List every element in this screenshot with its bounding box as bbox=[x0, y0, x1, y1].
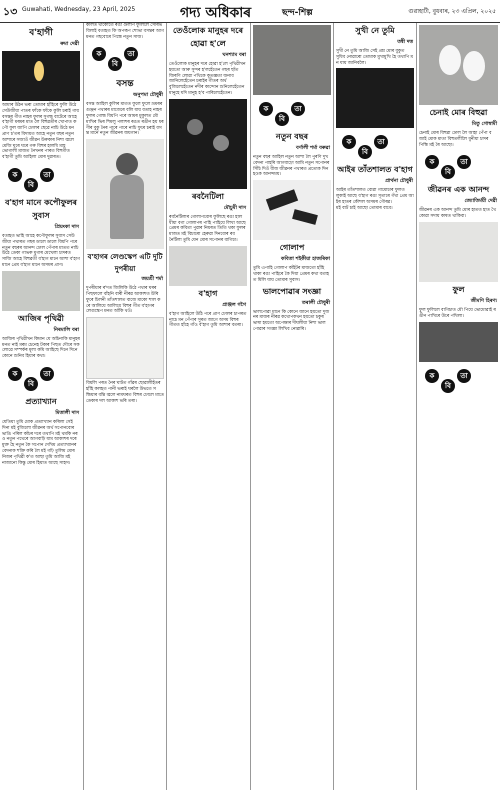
poem-title: আইৰ তাঁতশালত ব'হাগ bbox=[337, 165, 413, 175]
roses-image bbox=[169, 99, 247, 189]
bird-image bbox=[2, 271, 80, 311]
poem-title: চেনাই মোৰ বিহুৱা bbox=[429, 108, 488, 117]
poem-text: চেনাই মোৰ বিহুৱা ঢোল লৈ আহা পেঁপা বজাই মোক মাতা বিহুতলীলৈ ধুনীয়া চাদৰ পিন্ধি মই ৰৈ আছো। bbox=[419, 131, 492, 148]
poem-title: বসন্ত bbox=[116, 79, 134, 90]
kobita-badge: ক বি তা bbox=[334, 131, 416, 161]
poem-title: নতুন বছৰ bbox=[275, 132, 309, 141]
poem-text: ফুল ফুলিলে বাগিচাত মৌ পিয়ে ভোমোৱাই ৰঙীন পাখিৰে উৰে পখিলা। bbox=[419, 307, 496, 319]
poem-text: ব'হাগ আহিলে উঠি পৰে প্ৰাণ ঢোলৰ চাপৰত নাচে মন পেঁপাৰ সুৰত জাগে অসম বিহুৰ গীতত হাঁহে গাঁও ব'হাগ তুমি আশাৰ বতৰা। bbox=[169, 311, 247, 329]
poem-text: তেওঁলোক মানুহৰ দৰে হোৱা হ'লে পৃথিৱীখন হয়তো আৰু সুন্দৰ হ'লহেঁতেন গছৰ ছাঁত জিৰণি লোৱা পথিকে কৃতজ্ঞতা জনাব জানিলেহেঁতেন চৰাইৰ গীতৰ অৰ্থ বুজিলেহেঁতেন নদীৰ কান্দোন শুনিলেহেঁতেন মানুহে যদি মানুহ হ'ব পাৰিলেহেঁতেন। bbox=[169, 62, 246, 96]
column-1 bbox=[0, 23, 82, 790]
birds-silhouette-image bbox=[253, 180, 331, 240]
column-2 bbox=[84, 23, 166, 790]
poem-author: জয়শ্ৰী শৰ্মা bbox=[141, 276, 163, 283]
poem-author: তন্বী দত্ত bbox=[397, 39, 413, 45]
girl-sketch-image bbox=[86, 139, 164, 249]
poem-title: ৰবনৈটিলা bbox=[191, 191, 225, 201]
poem-text: কলিত থাকোঁতে ৰঙা গুলাপ ফুলিলে সৌৰভ বিলাই বতাহত কি অপৰূপ শোভা বসন্তৰ আগমনত গছবোৰে পিন্ধে নতুন সাজ। bbox=[86, 23, 164, 40]
poem-author: কবিতা শইকীয়া হাজৰিকা bbox=[280, 256, 330, 263]
hands-image bbox=[169, 246, 247, 286]
poem-author: ঘনশ্যাম বৰা bbox=[222, 52, 246, 58]
poem-author: জ্যোতিৰ্ময়ী দেৱী bbox=[464, 198, 497, 205]
poem-author: প্ৰাঞ্জল গগৈ bbox=[222, 301, 246, 308]
kobita-badge: ক বি তা bbox=[0, 363, 82, 393]
poem-text: আমাৰ উঠন ভৰা তোমাৰ হাঁহিৰে ফুলি উঠে সেউজীয়া পাতৰ ফাঁকে ফাঁকে কুলি চৰাই গায় বসন্তৰ গীত নাহৰ ফুলৰ সুগন্ধ বাটেৰে আহে ব'হাগী মৰমৰ মাত লৈ বিহুৱতীৰ খোপাত কপৌ ফুল জাপি ঢোলৰ ছেৱে নাচি উঠে মন প্ৰাণ চ'তৰ বিদায়ত আহে নতুন বছৰ নতুন আশাৰে সজাওঁ জীৱন উৰুকাৰ নিশা জ্বলে মেজি ঘৰে ঘৰে গৰু বিহুৰ হালধি মাহ ভোগালী মাজত নৈখনৰ পাৰত বিহুগীত ব'হাগী তুমি আহিলা মোৰ দুৱাৰত। bbox=[2, 103, 79, 161]
poem-author: প্ৰিয়ংকা দাস bbox=[54, 223, 79, 230]
poem-title: ভালপোৱাৰ সংজ্ঞা bbox=[262, 286, 322, 296]
kobita-badge: ক বি তা bbox=[84, 43, 166, 73]
poem-author: মিতালী দাস bbox=[55, 409, 79, 416]
kobita-badge: ক বি তা bbox=[0, 164, 82, 194]
candle-image bbox=[2, 51, 80, 101]
poem-text: ৰবনৈটিলাৰ গোলাপবোৰ ফুলিছে ৰঙা হালধীয়া বগা গোলাপৰ পাহি পাহিয়ে লিখা আছে প্ৰেমৰ কবিতা পুৱাৰ নিয়ৰত তিতি থকা ফুলৰ মাজত মই বিচাৰো হেৰুৱা দিনবোৰ ৰবনৈটিলা তুমি যেন মোৰ সপোনৰ বাগিচা। bbox=[169, 214, 246, 243]
poem-text: দুপৰীয়াৰ ৰ'দত জিলিকি উঠে পথাৰ ঘৰৰ পিছফালে বাঁহনি বাৰী নীৰৱ আকাশত উৰি ফুৰে চিলনী তাঁতশালত বাজে মাকো শাল কৰে আলিয়ে আলিয়ে বিহুৰ গীত ব'হাগৰ লেণ্ডস্কেপ মনত আঁকি থওঁ। bbox=[86, 286, 161, 315]
umbrella-sketch-image bbox=[86, 317, 164, 379]
poem-text: বতাহত ভাহি আহে কপৌফুলৰ সুবাস সেউজীয়া পথাৰত গছৰ ডালে ডালে বিয়পি পৰে নতুন বছৰৰ আনন্দ ঢোল পেঁপাৰ মাতত নাচি উঠে ডেকা গাভৰু মুগাৰ মেখেলা চাদৰত সাজি আহে বিহুৱতী ব'হাগ মানে আশা ব'হাগ মানে প্ৰেম ব'হাগ মানে অসমৰ প্ৰাণ। bbox=[2, 233, 80, 268]
date-english: Guwahati, Wednesday, 23 April, 2025 bbox=[22, 6, 136, 13]
poem-title: ফুল bbox=[452, 284, 465, 294]
poem-title: ব'হাগ bbox=[198, 288, 218, 298]
column-6 bbox=[417, 23, 500, 790]
poem-text: সুখী নে তুমি আজি সেই প্ৰশ্ন মোৰ বুকুত সুধিব নোৱাৰো তোমাক মুখামুখি হৈ তথাপি মন যায় জানিবলৈ। bbox=[336, 49, 413, 66]
column-3 bbox=[167, 23, 249, 790]
date-assamese: গুৱাহাটী, বুধবাৰ, ২৩ এপ্ৰিল, ২০২৫ bbox=[408, 8, 496, 15]
poem-author: নিৰমালি বৰা bbox=[53, 326, 79, 333]
poem-text: বিয়লি পৰত নৈৰ ঘাটত গাঁৱৰ ছোৱালীহঁতৰ হাঁহি কলহত পানী ভৰাই ঘৰলৈ উভতে সন্ধিয়াৰ বন্তি জ্বলে নামঘৰত বিহুৰ ঢোলে মাতে ডেকাৰ দল আকাশ ভৰি তৰা। bbox=[86, 381, 164, 404]
doves-image bbox=[419, 25, 498, 105]
page-number: ১৩ bbox=[3, 5, 18, 18]
kobita-badge: ক বি তা bbox=[417, 365, 500, 395]
poem-author: বৰ্ণালী শৰ্মা বৰুৱা bbox=[295, 145, 330, 151]
poem-title: প্ৰত্যাখ্যান bbox=[25, 396, 57, 406]
poem-author: মৌচুমী দাস bbox=[223, 204, 246, 211]
poem-author: ৰুমা দেৱী bbox=[60, 41, 79, 47]
poem-title: জীৱনৰ এক আনন্দ bbox=[427, 185, 490, 195]
poem-title: ব'হাগৰ লেণ্ডস্কেপ এটি দুটি দুপৰীয়া bbox=[87, 253, 163, 274]
poem-author: মিতু গোস্বামী bbox=[471, 121, 497, 127]
poem-title: ব'হাগ মানে কপৌফুলৰ সুবাস bbox=[5, 197, 77, 220]
poem-text: যেতিয়া তুমি মোক প্ৰত্যাখ্যান কৰিলা সেই দিনা মই বুজিলো জীৱনৰ অৰ্থ সপোনবোৰ ভাঙি পৰিল কাঁচৰ দৰে তথাপি মই থমকি নৰও নতুন পথেৰে আগবাঢ়ি যাম আকাশৰ দৰে মুক্ত হৈ নতুন কৈ সপোন দেখিম প্ৰত্যাখ্যানৰ বেদনাক শক্তি কৰি লৈ মই গঢ়ি তুলিম মোৰ নিজৰ পৃথিৱী ক'ত আছা তুমি আজি মই নাজানো কিন্তু মোৰ হিয়াত আছে সাহস। bbox=[2, 419, 78, 466]
poem-text: ভালপোৱা মানে কি কোনে জানে হয়তো দুজনৰ মাজৰ নীৰৱ কথোপকথন হয়তো চকুৰ ভাষা হয়তো অপেক্ষাৰ দীঘলীয়া নিশা ভালপোৱাৰ সংজ্ঞা লিখিব নোৱাৰি। bbox=[253, 309, 330, 332]
poem-text: তুমি এপাহি গোলাপ কাঁইটৰ মাজতো হাঁহি থাকা ৰঙা পাহিৰে কৈ দিয়া প্ৰেমৰ কথা বতাহত মিলি যায় তোমাৰ সুবাস। bbox=[253, 266, 329, 283]
kobita-badge: ক বি তা bbox=[251, 98, 333, 128]
poem-author: তৰালী চৌধুৰী bbox=[301, 299, 330, 306]
poem-author: প্ৰাৰ্থনা চৌধুৰী bbox=[385, 178, 413, 185]
poem-author: অনুপমা চৌধুৰী bbox=[133, 92, 163, 99]
page-header bbox=[0, 0, 500, 23]
poem-title: আজিৰ পৃথিৱী bbox=[18, 313, 64, 323]
poem-text: আজিৰ পৃথিৱীখন কিমান যে অচিনাকি মানুহৰ মনত নাই মৰম চেনেহ টকাৰ পিছত দৌৰে সকলোৱে সম্পৰ্কৰ মূল্য কমি আহিছে দিনে দিনে কোনে শুনিব হিয়াৰ কথা। bbox=[2, 336, 80, 360]
section-brand: গদ্য অধিকাৰ bbox=[180, 5, 252, 21]
poem-text: নতুন বছৰ আহিল নতুন আশা লৈ পুৰণি দুখ বেদনা পাহৰি আগবাঢ়ো আমি নতুন সপোনৰ সিঁচি দিওঁ বীজ জীৱনৰ পথাৰত প্ৰত্যেক দিন হওক আনন্দময়। bbox=[253, 155, 330, 178]
column-4 bbox=[251, 23, 333, 790]
book-image bbox=[336, 68, 414, 128]
flowers-image bbox=[419, 322, 498, 362]
section-title: ছন্দ-শিল্প bbox=[282, 8, 313, 18]
column-5 bbox=[334, 23, 416, 790]
poem-title: ব'হাগী bbox=[29, 28, 53, 38]
poem-title: সুখী নে তুমি bbox=[355, 26, 395, 35]
kobita-badge: ক বি তা bbox=[417, 151, 500, 181]
poem-text: আইৰ তাঁতশালত বোৱা গামোচাৰ ফুলত লুকাই আছে ব'হাগ ৰঙা সূতাৰে গঁথা প্ৰেম আইৰ হাতৰ কৌশল অসমৰ গৌৰৱ। bbox=[336, 188, 414, 205]
poem-title: গোলাপ bbox=[279, 243, 305, 253]
poem-text: জীৱনৰ এক আনন্দ তুমি মোৰ হাতত হাত থৈ কোৱা সদায় কাষত থাকিবা। bbox=[419, 208, 496, 220]
proposal-silhouette-image bbox=[419, 222, 498, 282]
poem-author: জীমণি হিৰণ্য bbox=[470, 297, 497, 304]
poem-title: তেওঁলোক মানুহৰ দৰে হোৱা হ'লে bbox=[173, 26, 243, 48]
poem-text: মই বাট চাই আছো তোমাৰ বাবে। bbox=[336, 205, 393, 211]
poem-text: বসন্ত আহিল কুলিৰ মাতত ফুলে ফুলে ভ্ৰমৰৰ গুঞ্জন পথাৰৰ মাজেৰে বলি যায় বতাহ নাহৰ ফুলৰ গোন্ধ বিয়পি পৰে আমৰ মুকুলত মৌ মাখিৰ ভিৰ শিমলু পলাশৰ ৰঙত ৰঙীন হয় ধৰণীৰ বুকু নৈৰ পাৰে পাৰে নাচি ফুৰে চৰাই বসন্ত মানে নতুন জীৱনৰ জয়গান। bbox=[86, 102, 164, 137]
forest-path-image bbox=[253, 25, 331, 95]
